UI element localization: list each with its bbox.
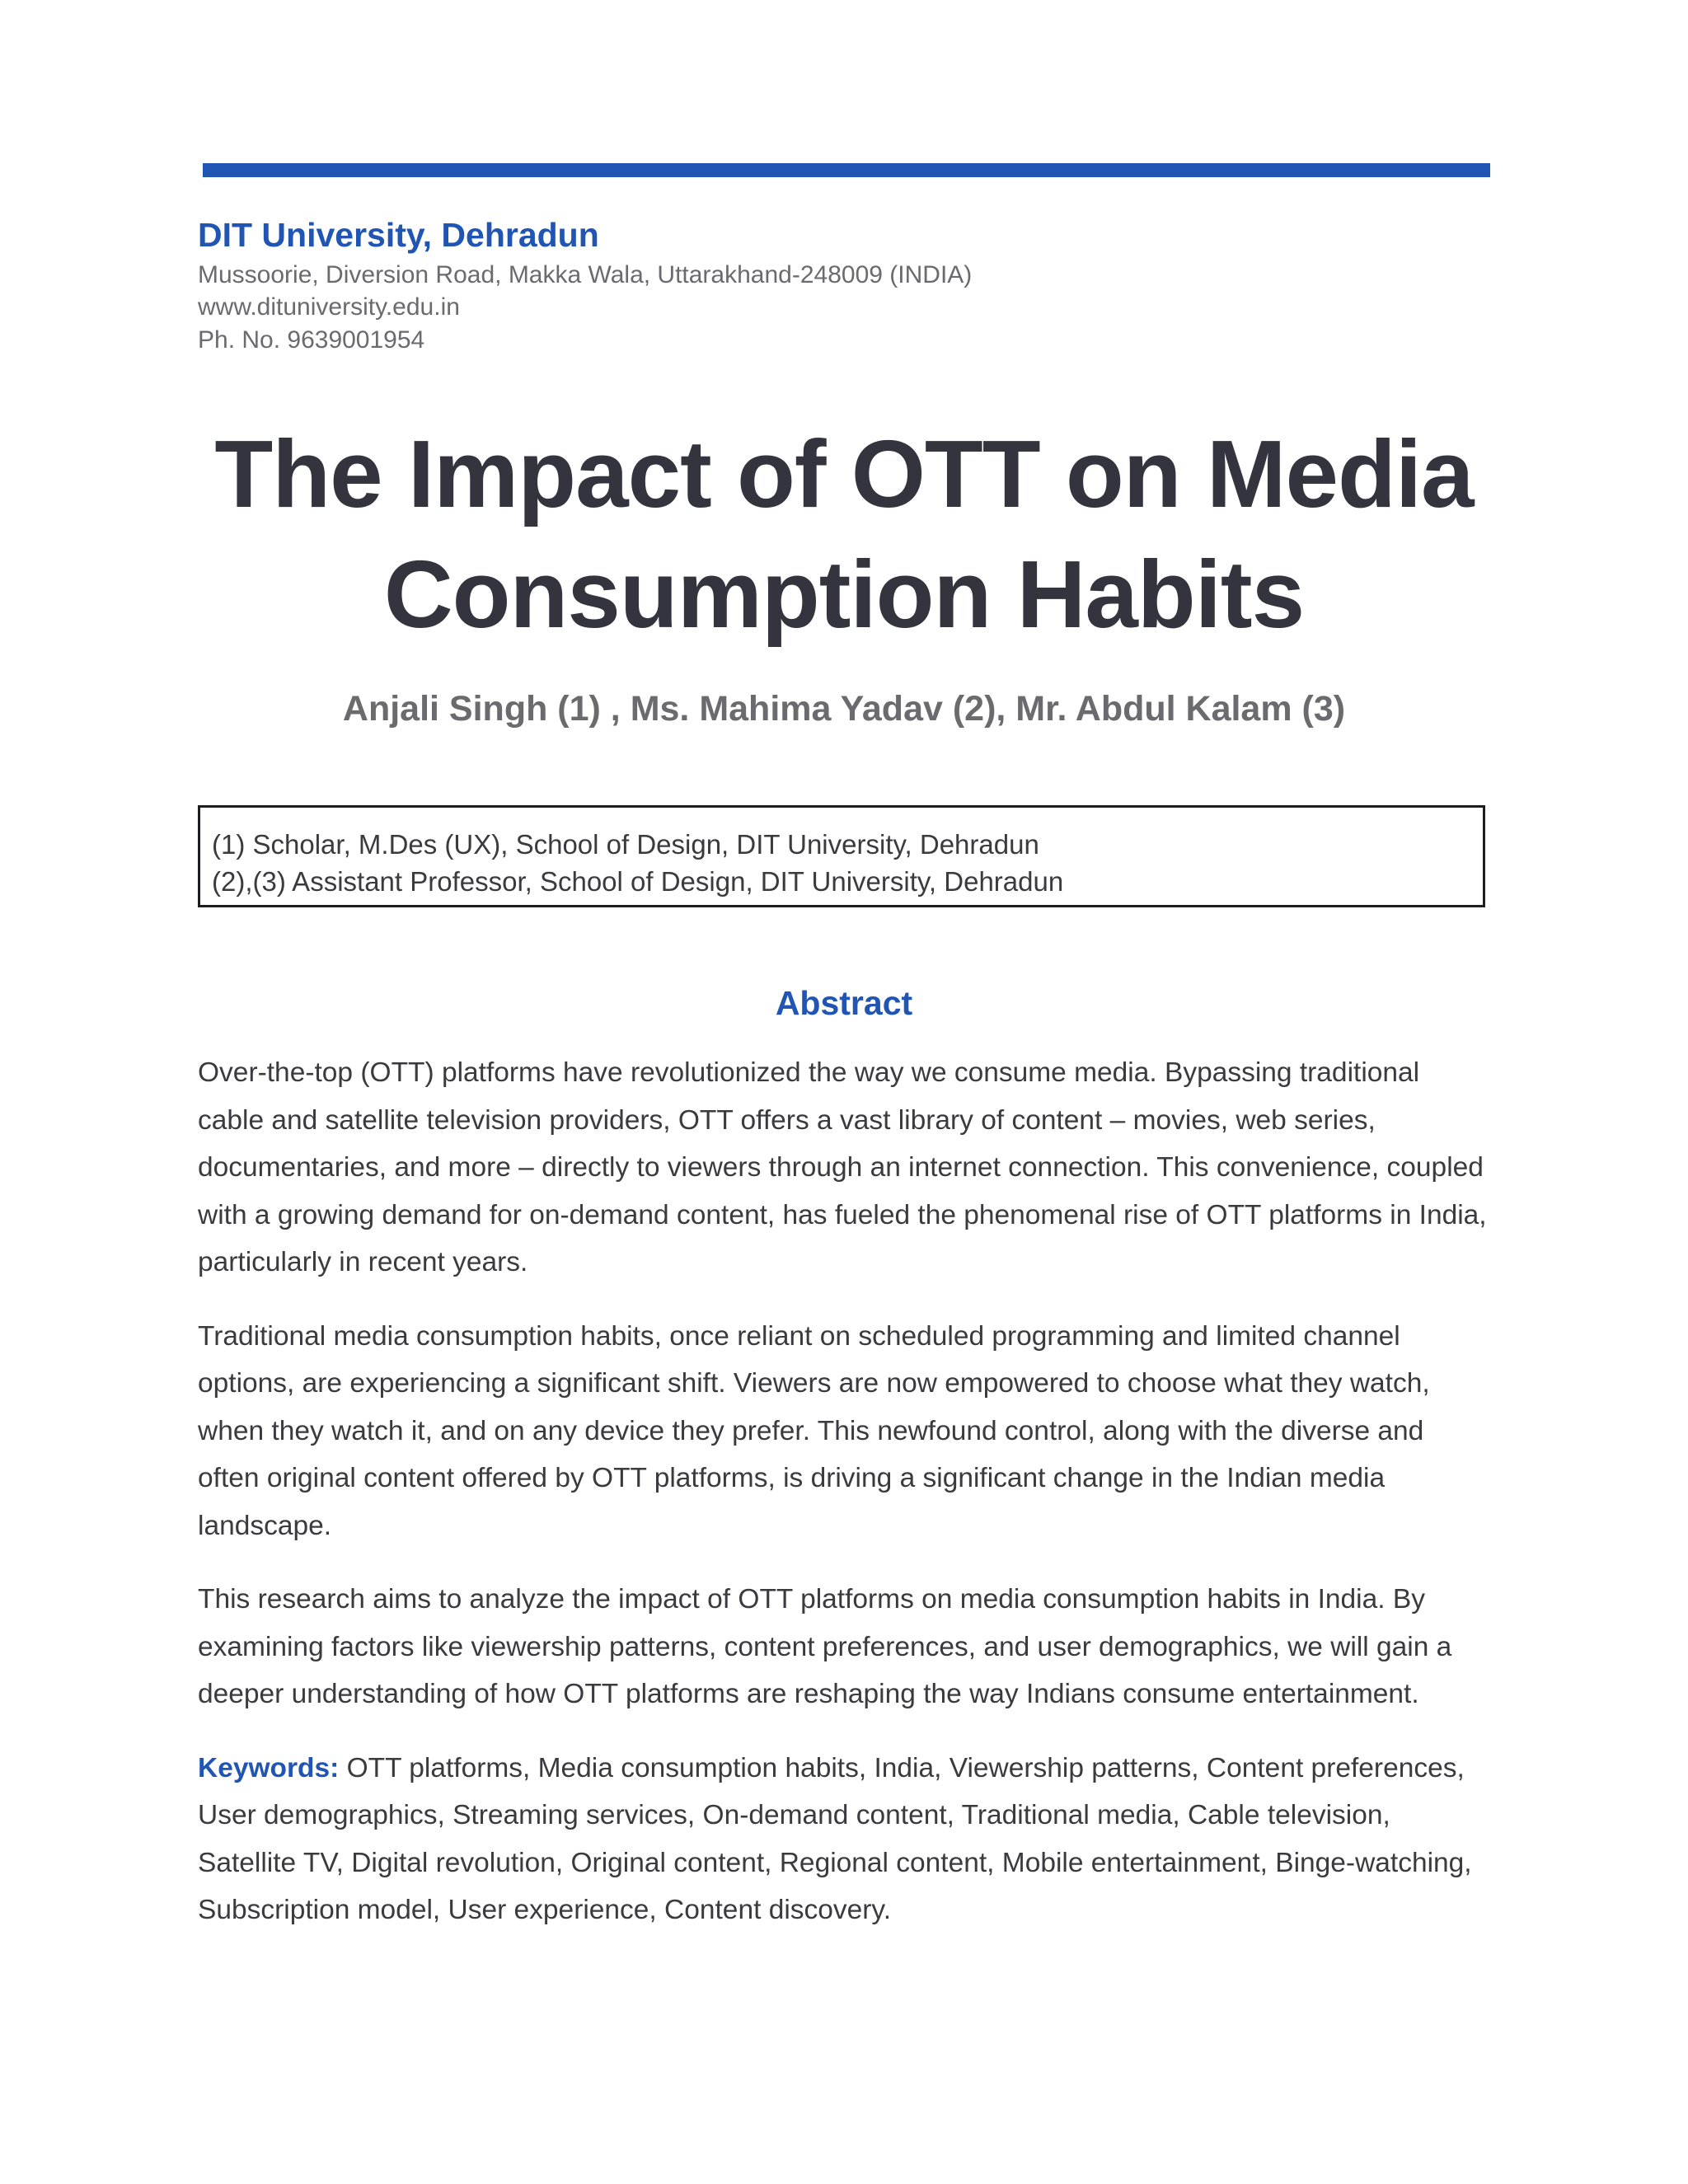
affiliations-box	[198, 805, 1485, 907]
affiliation-1: (1) Scholar, M.Des (UX), School of Design, DIT University, Dehradun	[212, 829, 1039, 860]
paper-authors: Anjali Singh (1) , Ms. Mahima Yadav (2), Mr. Abdul Kalam (3)	[342, 689, 1346, 729]
university-name: DIT University, Dehradun	[198, 216, 599, 254]
affiliation-2: (2),(3) Assistant Professor, School of Design, DIT University, Dehradun	[212, 866, 1064, 897]
abstract-body	[198, 1049, 1490, 1961]
abstract-paragraph-3: This research aims to analyze the impact of OTT platforms on media consumption habits in India. By examining factors like viewership patterns, content preferences, and user demographics, we will gain a deeper understanding of how OTT platforms are reshaping the way Indians consume entertainment.	[198, 1584, 1452, 1709]
header-accent-rule	[203, 163, 1490, 177]
abstract-paragraph-2: Traditional media consumption habits, once reliant on scheduled programming and limited channel options, are experiencing a significant shift. Viewers are now empowered to choose what they watch, when they watch it, and on any device they prefer. This newfound control, along with the diverse and often original content offered by OTT platforms, is driving a significant change in the Indian media landscape.	[198, 1320, 1430, 1541]
abstract-paragraph-1: Over-the-top (OTT) platforms have revolutionized the way we consume media. Bypassing traditional cable and satellite television providers, OTT offers a vast library of content – movies, web series, documentaries, and more – directly to viewers through an internet connection. This convenience, coupled with a growing demand for on-demand content, has fueled the phenomenal rise of OTT platforms in India, particularly in recent years.	[198, 1057, 1487, 1277]
abstract-heading: Abstract	[775, 984, 913, 1022]
university-address: Mussoorie, Diversion Road, Makka Wala, Uttarakhand-248009 (INDIA)	[198, 261, 973, 288]
keywords-paragraph	[198, 1745, 1490, 1934]
keywords-list: OTT platforms, Media consumption habits, India, Viewership patterns, Content preferences, User demographics, Streaming services, On-demand content, Traditional media, Cable television, Satellite TV, Digital revolution, Original content, Regional content, Mobile entertainment, Binge-watching, Subscription model, User experience, Content discovery.	[198, 1752, 1472, 1925]
paper-page	[198, 0, 1490, 2184]
paper-title-line-2: Consumption Habits	[383, 541, 1305, 648]
keywords-label: Keywords:	[198, 1752, 340, 1783]
paper-title-line-1: The Impact of OTT on Media	[214, 420, 1474, 527]
university-website: www.dituniversity.edu.in	[198, 293, 460, 321]
paper-title	[198, 414, 1490, 654]
university-phone: Ph. No. 9639001954	[198, 326, 425, 354]
